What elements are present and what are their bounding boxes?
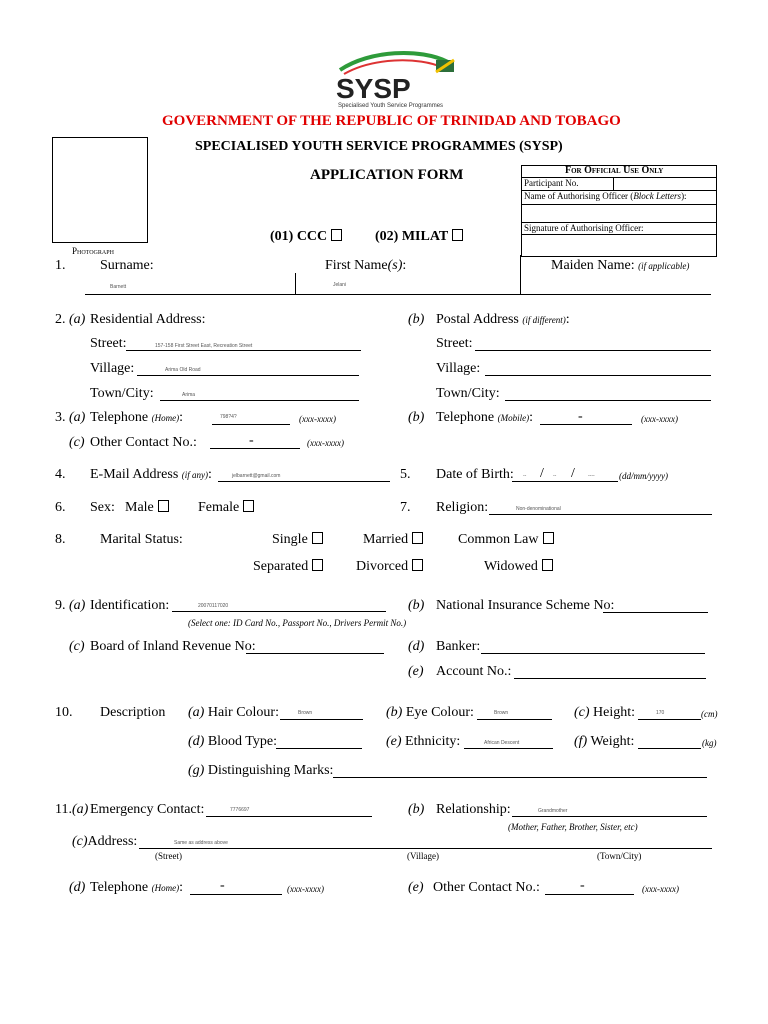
surname-label: Surname:	[100, 258, 154, 273]
s3-b: (b)	[408, 410, 425, 425]
ethnicity-value[interactable]: African Descent	[484, 740, 520, 746]
s10-d: (d)	[188, 734, 205, 749]
firstname-value[interactable]: Jelani	[333, 282, 347, 288]
firstname-text: First Name	[325, 258, 388, 273]
identification-label: Identification:	[90, 598, 170, 613]
ethnicity-text: Ethnicity:	[405, 734, 461, 749]
emergency-tel-text: Telephone	[90, 880, 149, 895]
s10-e: (e)	[386, 734, 402, 749]
logo-tagline: Specialised Youth Service Programmes	[338, 103, 444, 109]
signature-blank[interactable]	[521, 234, 716, 255]
identification-line[interactable]	[172, 611, 386, 612]
s2-a: (a)	[69, 312, 86, 327]
government-heading: GOVERNMENT OF THE REPUBLIC OF TRINIDAD AND TOBAGO	[162, 113, 621, 129]
banker-line[interactable]	[481, 653, 705, 654]
widowed-label: Widowed	[484, 559, 538, 574]
divorced-option[interactable]	[356, 559, 423, 575]
religion-value[interactable]: Non-denominational	[516, 506, 561, 512]
common-law-option[interactable]	[458, 532, 554, 548]
relationship-value[interactable]: Grandmother	[538, 808, 568, 814]
postal-end: :	[565, 312, 570, 327]
single-option[interactable]	[272, 532, 323, 548]
weight-line[interactable]	[638, 748, 701, 749]
option-milat-label: (02) MILAT	[375, 229, 449, 244]
section-3-number	[55, 410, 85, 426]
s10-a: (a)	[188, 705, 205, 720]
section-10-number: 10.	[55, 705, 73, 720]
name-divider-1	[295, 273, 296, 294]
emergency-address-value[interactable]: Same as address above	[174, 840, 228, 846]
bir-line[interactable]	[246, 653, 384, 654]
tel-home-line[interactable]	[212, 424, 290, 425]
s10-f: (f)	[574, 734, 588, 749]
emergency-other-line[interactable]	[545, 894, 634, 895]
s3-num: 3.	[55, 410, 66, 425]
height-text: Height:	[593, 705, 636, 720]
emergency-other-label: Other Contact No.:	[433, 880, 540, 895]
emergency-contact-label: Emergency Contact:	[90, 802, 205, 817]
description-label: Description	[100, 705, 166, 720]
maiden-hint: (if applicable)	[638, 261, 690, 271]
authorising-officer-label: Name of Authorising Officer (	[524, 191, 634, 201]
emergency-tel-label	[90, 880, 183, 896]
email-value[interactable]: jelbarnett@gmail.com	[232, 473, 281, 479]
town-label: Town/City:	[90, 386, 154, 401]
s11-num: 11.	[55, 802, 72, 817]
s10-b: (b)	[386, 705, 403, 720]
weight-unit: (kg)	[702, 738, 717, 748]
male-label: Male	[125, 500, 154, 515]
name-line[interactable]	[85, 294, 711, 295]
s3-a: (a)	[69, 410, 86, 425]
street-label: Street:	[90, 336, 127, 351]
emergency-tel-line[interactable]	[190, 894, 282, 895]
authorising-officer-row[interactable]	[521, 190, 716, 204]
married-option[interactable]	[363, 532, 423, 548]
single-checkbox[interactable]	[312, 532, 323, 544]
ethnicity-label	[386, 734, 460, 750]
separated-label: Separated	[253, 559, 309, 574]
tel-home-text: Telephone	[90, 410, 149, 425]
section-1-number: 1.	[55, 258, 66, 273]
emergency-other-dash: -	[580, 878, 585, 893]
emergency-contact-value[interactable]: 7776697	[230, 807, 250, 813]
emergency-tel-dash: -	[220, 878, 225, 893]
blood-text: Blood Type:	[207, 734, 277, 749]
milat-checkbox[interactable]	[452, 229, 463, 241]
tel-home-value[interactable]: 798?4?	[220, 414, 237, 420]
emergency-tel-format: (xxx-xxxx)	[287, 884, 324, 894]
maiden-text: Maiden Name:	[551, 258, 635, 273]
postal-town-label: Town/City:	[436, 386, 500, 401]
eye-text: Eye Colour:	[405, 705, 474, 720]
option-milat[interactable]	[375, 229, 463, 245]
programme-heading: SPECIALISED YOUTH SERVICE PROGRAMMES (SYSP)	[195, 139, 563, 154]
tel-home-label	[90, 410, 183, 426]
postal-village-label: Village:	[436, 361, 481, 376]
emergency-other-format: (xxx-xxxx)	[642, 884, 679, 894]
postal-text: Postal Address	[436, 312, 519, 327]
postal-town-line[interactable]	[505, 400, 711, 401]
dob-day[interactable]: --	[523, 473, 527, 479]
s2-num: 2.	[55, 312, 66, 327]
address-town-hint: (Town/City)	[597, 851, 642, 861]
tel-home-end: :	[179, 410, 183, 425]
email-text: E-Mail Address	[90, 467, 179, 482]
marital-status-label: Marital Status:	[100, 532, 183, 547]
divorced-checkbox[interactable]	[412, 559, 423, 571]
postal-address-label	[436, 312, 570, 328]
identification-value[interactable]: 20070117020	[198, 603, 229, 609]
postal-village-line[interactable]	[485, 375, 711, 376]
officer-name-blank[interactable]	[521, 204, 716, 222]
hair-text: Hair Colour:	[207, 705, 279, 720]
section-6-number: 6.	[55, 500, 66, 515]
weight-label	[574, 734, 634, 750]
s10-g: (g)	[188, 763, 205, 778]
street-value[interactable]: 157-158 First Street East, Recreation Street	[155, 343, 253, 349]
emergency-address-label	[72, 834, 137, 850]
separated-option[interactable]	[253, 559, 323, 575]
blood-type-label	[188, 734, 277, 750]
distinguishing-marks-label	[188, 763, 333, 779]
hair-colour-value[interactable]: Brown	[298, 710, 313, 716]
distinguishing-marks-line[interactable]	[333, 777, 707, 778]
section-11-number	[55, 802, 88, 818]
tel-mobile-label	[436, 410, 533, 426]
male-option[interactable]	[125, 500, 169, 516]
section-2-number	[55, 312, 85, 328]
form-title: APPLICATION FORM	[310, 167, 464, 183]
height-unit: (cm)	[701, 709, 718, 719]
firstname-hint: (s)	[387, 258, 403, 273]
email-label	[90, 467, 212, 483]
postal-street-label: Street:	[436, 336, 473, 351]
s9-b: (b)	[408, 598, 425, 613]
nis-label: National Insurance Scheme No:	[436, 598, 615, 613]
tel-mobile-hint: (Mobile)	[497, 413, 530, 423]
separated-checkbox[interactable]	[312, 559, 323, 571]
banker-label: Banker:	[436, 639, 481, 654]
address-street-hint: (Street)	[155, 851, 182, 861]
s11-e: (e)	[408, 880, 424, 895]
s11-b: (b)	[408, 802, 425, 817]
participant-no-label: Participant No.	[524, 178, 579, 188]
tel-mobile-text: Telephone	[436, 410, 495, 425]
single-label: Single	[272, 532, 308, 547]
religion-line[interactable]	[489, 514, 712, 515]
email-end: :	[208, 467, 212, 482]
s11-c: (c)	[72, 834, 88, 849]
account-line[interactable]	[514, 678, 706, 679]
tel-home-format: (xxx-xxxx)	[299, 414, 336, 424]
section-5-number: 5.	[400, 467, 411, 482]
firstname-label	[325, 258, 406, 274]
height-line[interactable]	[638, 719, 701, 720]
village-value[interactable]: Arima Old Road	[165, 367, 201, 373]
height-label	[574, 705, 635, 721]
other-contact-format: (xxx-xxxx)	[307, 438, 344, 448]
religion-label: Religion:	[436, 500, 489, 515]
common-law-label: Common Law	[458, 532, 539, 547]
hair-colour-line[interactable]	[280, 719, 363, 720]
s9-e: (e)	[408, 664, 424, 679]
other-contact-line[interactable]	[210, 448, 300, 449]
dob-label: Date of Birth:	[436, 467, 514, 482]
firstname-end: :	[402, 258, 407, 273]
s9-a: (a)	[69, 598, 86, 613]
nis-line[interactable]	[603, 612, 708, 613]
eye-colour-label	[386, 705, 474, 721]
emergency-tel-end: :	[179, 880, 183, 895]
email-hint: (if any)	[181, 470, 209, 480]
eye-colour-value[interactable]: Brown	[494, 710, 509, 716]
tel-mobile-line[interactable]	[540, 424, 632, 425]
male-checkbox[interactable]	[158, 500, 169, 512]
s9-d: (d)	[408, 639, 425, 654]
ethnicity-line[interactable]	[464, 748, 553, 749]
photograph-label: Photograph	[72, 246, 114, 256]
identification-hint: (Select one: ID Card No., Passport No., Drivers Permit No.)	[188, 618, 407, 628]
blood-type-line[interactable]	[276, 748, 362, 749]
residential-address-label: Residential Address:	[90, 312, 206, 327]
other-contact-label: Other Contact No.:	[90, 435, 197, 450]
option-ccc[interactable]	[270, 229, 342, 245]
dob-format: (dd/mm/yyyy)	[619, 471, 668, 481]
common-law-checkbox[interactable]	[543, 532, 554, 544]
s2-b: (b)	[408, 312, 425, 327]
female-label: Female	[198, 500, 240, 515]
email-line[interactable]	[218, 481, 390, 482]
sex-label: Sex:	[90, 500, 115, 515]
emergency-tel-hint: (Home)	[151, 883, 180, 893]
authorising-officer-end: ):	[681, 191, 687, 201]
s3-c: (c)	[69, 435, 85, 450]
female-option[interactable]	[198, 500, 254, 516]
address-text: Address:	[87, 834, 138, 849]
s9-c: (c)	[69, 639, 85, 654]
s11-d: (d)	[69, 880, 86, 895]
account-label: Account No.:	[436, 664, 512, 679]
s10-c: (c)	[574, 705, 590, 720]
official-use-title: For Official Use Only	[565, 165, 664, 176]
participant-divider	[613, 177, 614, 190]
dob-line[interactable]	[512, 481, 618, 482]
participant-no-row[interactable]	[521, 177, 716, 190]
postal-street-line[interactable]	[475, 350, 711, 351]
address-village-hint: (Village)	[407, 851, 439, 861]
married-label: Married	[363, 532, 409, 547]
hair-colour-label	[188, 705, 279, 721]
signature-label: Signature of Authorising Officer:	[524, 223, 644, 233]
relationship-line[interactable]	[512, 816, 707, 817]
sysp-logo	[330, 48, 460, 110]
village-line[interactable]	[137, 375, 359, 376]
maiden-label	[551, 258, 689, 274]
female-checkbox[interactable]	[243, 500, 254, 512]
widowed-checkbox[interactable]	[542, 559, 553, 571]
surname-value[interactable]: Barnett	[110, 284, 127, 290]
married-checkbox[interactable]	[412, 532, 423, 544]
town-value[interactable]: Arima	[182, 392, 196, 398]
other-contact-dash: -	[249, 433, 254, 448]
relationship-hint: (Mother, Father, Brother, Sister, etc)	[508, 822, 638, 832]
dob-slash-2: /	[571, 466, 575, 481]
s9-num: 9.	[55, 598, 66, 613]
tel-mobile-format: (xxx-xxxx)	[641, 414, 678, 424]
dob-slash-1: /	[540, 466, 544, 481]
street-line[interactable]	[126, 350, 361, 351]
tel-mobile-end: :	[529, 410, 533, 425]
tel-home-hint: (Home)	[151, 413, 180, 423]
section-9-number	[55, 598, 85, 614]
signature-row[interactable]	[521, 222, 716, 234]
tel-mobile-dash: -	[578, 409, 583, 424]
eye-colour-line[interactable]	[477, 719, 552, 720]
section-7-number: 7.	[400, 500, 411, 515]
section-8-number: 8.	[55, 532, 66, 547]
village-label: Village:	[90, 361, 135, 376]
divorced-label: Divorced	[356, 559, 409, 574]
bir-label: Board of Inland Revenue No:	[90, 639, 256, 654]
town-line[interactable]	[160, 400, 359, 401]
dob-month[interactable]: --	[553, 473, 557, 479]
authorising-officer-hint: Block Letters	[633, 191, 682, 201]
section-4-number: 4.	[55, 467, 66, 482]
emergency-contact-line[interactable]	[206, 816, 372, 817]
dob-year[interactable]: ----	[588, 473, 595, 479]
option-ccc-label: (01) CCC	[270, 229, 328, 244]
s11-a: (a)	[71, 802, 89, 817]
emergency-address-line[interactable]	[139, 848, 712, 849]
name-divider-2	[520, 255, 521, 294]
postal-hint: (if different)	[522, 315, 566, 325]
marks-text: Distinguishing Marks:	[207, 763, 334, 778]
ccc-checkbox[interactable]	[331, 229, 342, 241]
photograph-box[interactable]	[52, 137, 148, 243]
widowed-option[interactable]	[484, 559, 553, 575]
weight-text: Weight:	[590, 734, 635, 749]
logo-text: SYSP	[336, 73, 411, 104]
height-value[interactable]: 170	[656, 710, 665, 716]
relationship-label: Relationship:	[436, 802, 511, 817]
